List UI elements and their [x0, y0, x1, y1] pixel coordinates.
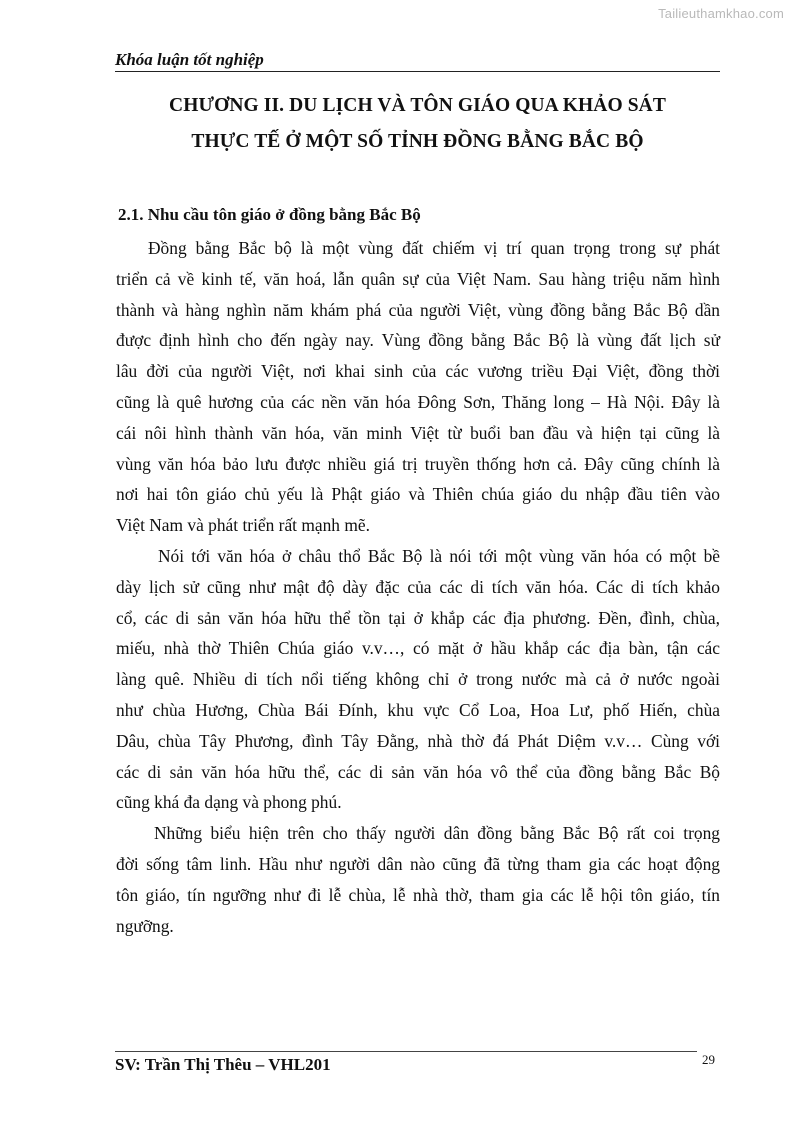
paragraph-line: làng quê. Nhiều di tích nổi tiếng không chỉ ở trong nước mà cả ở nước ngoài — [116, 669, 720, 690]
paragraph-line: các di sản văn hóa hữu thể, các di sản văn hóa vô thể của đồng bằng Bắc Bộ — [116, 761, 720, 782]
footer-student-name: SV: Trần Thị Thêu – VHL201 — [115, 1055, 331, 1074]
paragraph-line: được định hình cho đến ngày nay. Vùng đồng bằng Bắc Bộ là vùng đất lịch sử — [116, 330, 720, 351]
paragraph-line: cái nôi hình thành văn hóa, văn minh Việt từ buổi ban đầu và hiện tại cũng là — [116, 422, 720, 443]
header-divider — [115, 71, 720, 72]
paragraph-2 — [116, 541, 720, 818]
paragraph-1 — [116, 233, 720, 541]
footer-divider — [115, 1051, 697, 1052]
paragraph-line: miếu, nhà thờ Thiên Chúa giáo v.v…, có mặt ở hầu khắp các địa bàn, tận các — [116, 638, 720, 659]
paragraph-line: Đồng bằng Bắc bộ là một vùng đất chiếm vị trí quan trọng trong sự phát — [148, 238, 720, 258]
chapter-title-line-1: CHƯƠNG II. DU LỊCH VÀ TÔN GIÁO QUA KHẢO SÁT — [169, 95, 666, 116]
paragraph-line: thành và hàng nghìn năm khám phá của người Việt, vùng đồng bằng Bắc Bộ dần — [116, 299, 720, 320]
body-text — [116, 233, 720, 941]
paragraph-line: nơi hai tôn giáo chủ yếu là Phật giáo và Thiên chúa giáo du nhập đầu tiên vào — [116, 484, 720, 505]
paragraph-line: cũng khá đa dạng và phong phú. — [116, 792, 342, 813]
paragraph-line: triển cả về kinh tế, văn hoá, lẫn quân sự của Việt Nam. Sau hàng triệu năm hình — [116, 268, 720, 289]
section-heading: 2.1. Nhu cầu tôn giáo ở đồng bằng Bắc Bộ — [118, 205, 421, 224]
paragraph-line: cũng là quê hương của các nền văn hóa Đông Sơn, Thăng long – Hà Nội. Đây là — [116, 391, 720, 412]
paragraph-line: Dâu, chùa Tây Phương, đình Tây Đằng, nhà thờ đá Phát Diệm v.v… Cùng với — [116, 730, 720, 751]
paragraph-line: tôn giáo, tín ngưỡng như đi lễ chùa, lễ nhà thờ, tham gia các lễ hội tôn giáo, tín — [116, 884, 720, 905]
paragraph-line: ngưỡng. — [116, 915, 174, 936]
chapter-title — [115, 88, 720, 160]
paragraph-line: cổ, các di sản văn hóa hữu thể tồn tại ở khắp các địa phương. Đền, đình, chùa, — [116, 607, 720, 628]
running-header-title: Khóa luận tốt nghiệp — [115, 50, 264, 69]
paragraph-line: Những biểu hiện trên cho thấy người dân đồng bằng Bắc Bộ rất coi trọng — [154, 823, 720, 844]
paragraph-line: Việt Nam và phát triển rất mạnh mẽ. — [116, 515, 370, 536]
chapter-title-line-2: THỰC TẾ Ở MỘT SỐ TỈNH ĐỒNG BẰNG BẮC BỘ — [191, 131, 644, 152]
paragraph-line: vùng văn hóa bảo lưu được nhiều giá trị truyền thống hơn cả. Đây cũng chính là — [116, 453, 720, 474]
paragraph-line: đời sống tâm linh. Hầu như người dân nào cũng đã từng tham gia các hoạt động — [116, 853, 720, 874]
paragraph-3 — [116, 818, 720, 941]
paragraph-line: lâu đời của người Việt, nơi khai sinh của các vương triều Đại Việt, đồng thời — [116, 361, 720, 382]
paragraph-line: Nói tới văn hóa ở châu thổ Bắc Bộ là nói tới một vùng văn hóa có một bề — [158, 545, 720, 566]
paragraph-line: dày lịch sử cũng như mật độ dày đặc của các di tích văn hóa. Các di tích khảo — [116, 576, 720, 597]
watermark-text: Tailieuthamkhao.com — [658, 6, 784, 21]
page-number: 29 — [702, 1052, 715, 1067]
paragraph-line: như chùa Hương, Chùa Bái Đính, khu vực Cổ Loa, Hoa Lư, phố Hiến, chùa — [116, 699, 720, 720]
